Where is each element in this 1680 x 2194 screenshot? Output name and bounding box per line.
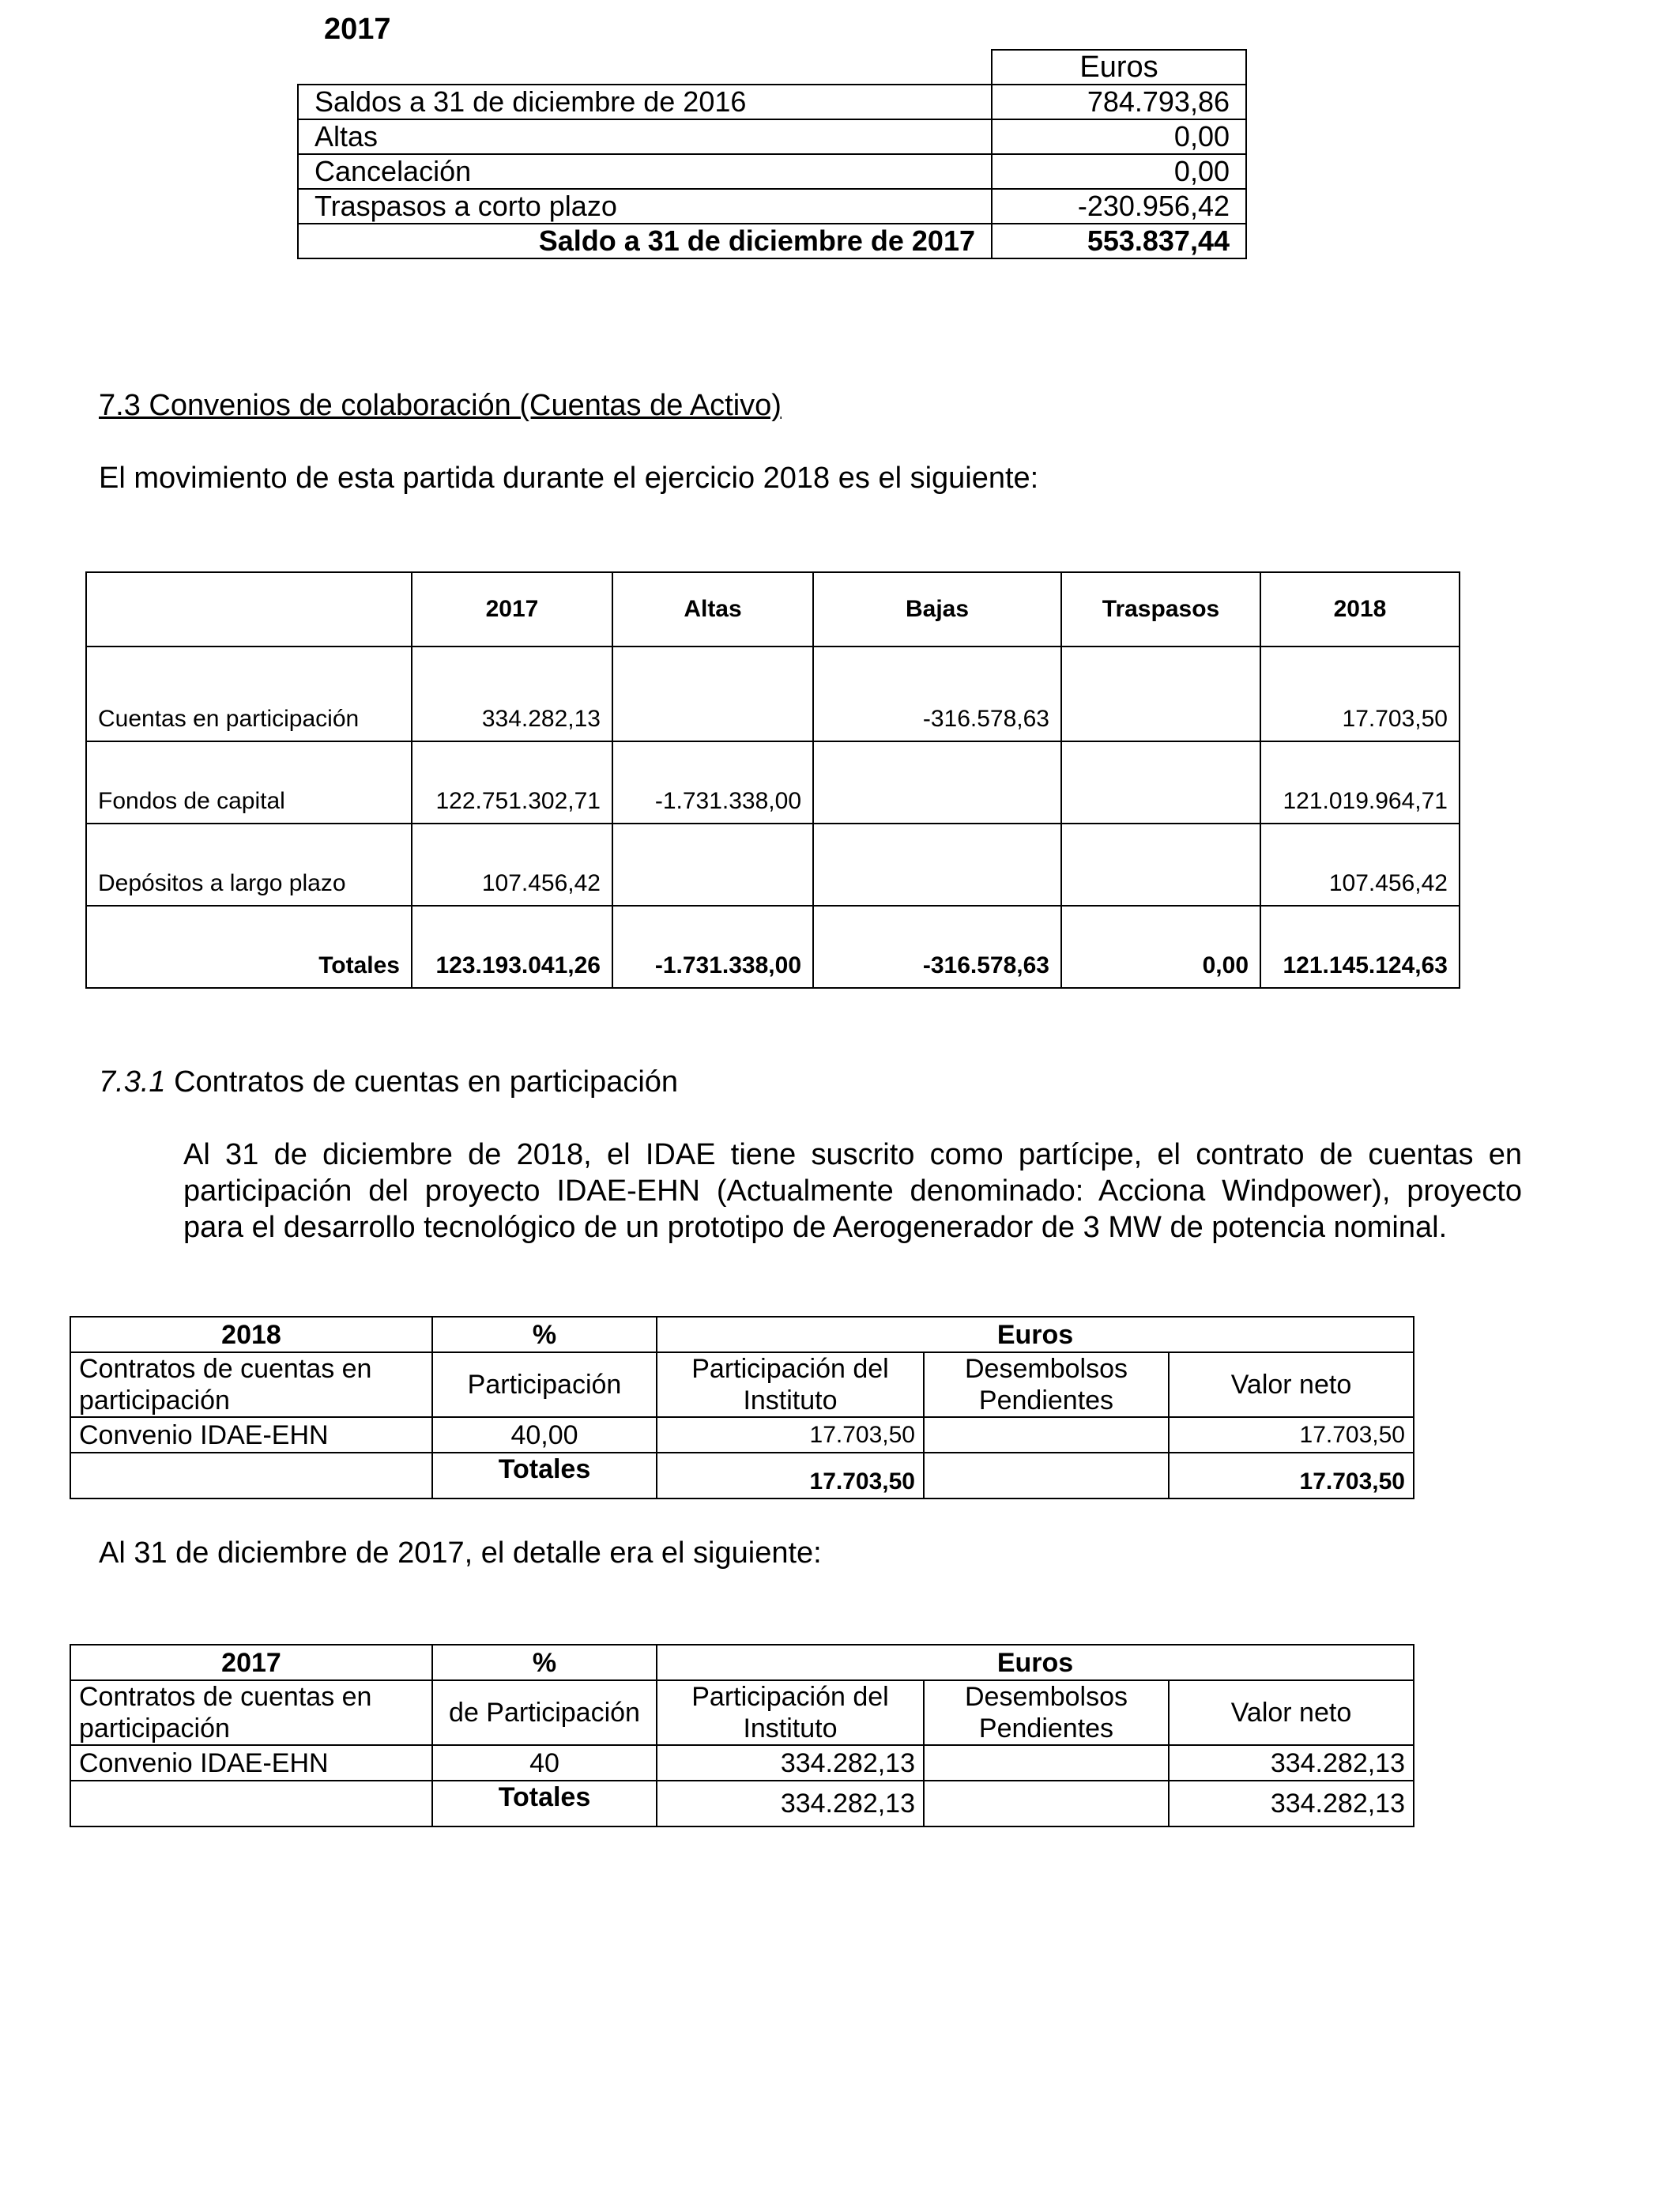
cell	[924, 1453, 1169, 1498]
header-row	[70, 1317, 1414, 1352]
row-label: Depósitos a largo plazo	[86, 824, 412, 906]
row-value: 0,00	[992, 154, 1246, 189]
col-header: Participación del Instituto	[657, 1352, 924, 1417]
header-cell: Traspasos	[1061, 572, 1260, 647]
row-label: Traspasos a corto plazo	[298, 189, 992, 224]
cell: -316.578,63	[813, 647, 1061, 741]
cell: 334.282,13	[1169, 1745, 1414, 1781]
cell: 121.145.124,63	[1260, 906, 1460, 988]
header-cell: Altas	[612, 572, 813, 647]
col-header: Valor neto	[1169, 1352, 1414, 1417]
cell	[1061, 647, 1260, 741]
table-row	[86, 741, 1460, 824]
cell: 123.193.041,26	[412, 906, 612, 988]
col-header: Valor neto	[1169, 1680, 1414, 1745]
section-heading-7-3-1	[99, 1065, 678, 1099]
table-row	[298, 119, 1246, 154]
section-heading-7-3: 7.3 Convenios de colaboración (Cuentas de Activo)	[99, 389, 782, 422]
cell: 107.456,42	[412, 824, 612, 906]
cell: 0,00	[1061, 906, 1260, 988]
balance-table-2017	[297, 49, 1247, 259]
totals-label: Totales	[432, 1781, 657, 1826]
table-row	[86, 824, 1460, 906]
total-label: Saldo a 31 de diciembre de 2017	[298, 224, 992, 258]
cell: -1.731.338,00	[612, 906, 813, 988]
row-label: Cuentas en participación	[86, 647, 412, 741]
euros-header: Euros	[657, 1317, 1414, 1352]
cell: 107.456,42	[1260, 824, 1460, 906]
section-number: 7.3.1	[99, 1065, 166, 1099]
cell: 17.703,50	[1169, 1417, 1414, 1453]
cell: -1.731.338,00	[612, 741, 813, 824]
section-intro: El movimiento de esta partida durante el ejercicio 2018 es el siguiente:	[99, 462, 1039, 495]
table-row	[298, 154, 1246, 189]
total-value: 553.837,44	[992, 224, 1246, 258]
col-header: Participación del Instituto	[657, 1680, 924, 1745]
year-header: 2018	[70, 1317, 432, 1352]
header-row	[70, 1645, 1414, 1680]
cell: 40,00	[432, 1417, 657, 1453]
col-header: Participación	[432, 1352, 657, 1417]
header-cell	[86, 572, 412, 647]
header-cell: 2018	[1260, 572, 1460, 647]
col-header: de Participación	[432, 1680, 657, 1745]
table-row	[70, 1745, 1414, 1781]
row-label: Convenio IDAE-EHN	[70, 1417, 432, 1453]
cell: 121.019.964,71	[1260, 741, 1460, 824]
col-header: Desembolsos Pendientes	[924, 1680, 1169, 1745]
cell: 17.703,50	[1260, 647, 1460, 741]
percent-header: %	[432, 1317, 657, 1352]
totals-label: Totales	[432, 1453, 657, 1498]
row-label: Saldos a 31 de diciembre de 2016	[298, 85, 992, 119]
convenios-movement-table	[85, 571, 1460, 989]
cell	[612, 824, 813, 906]
totals-row	[70, 1781, 1414, 1826]
cell	[813, 741, 1061, 824]
cell	[924, 1781, 1169, 1826]
table-row	[298, 85, 1246, 119]
cell	[924, 1745, 1169, 1781]
col-header: Desembolsos Pendientes	[924, 1352, 1169, 1417]
cell: 17.703,50	[1169, 1453, 1414, 1498]
header-cell: 2017	[412, 572, 612, 647]
totals-row	[70, 1453, 1414, 1498]
subheader-row	[70, 1680, 1414, 1745]
cell: 122.751.302,71	[412, 741, 612, 824]
row-label: Convenio IDAE-EHN	[70, 1745, 432, 1781]
cell: 17.703,50	[657, 1453, 924, 1498]
contracts-table-2018	[70, 1316, 1414, 1499]
year-heading: 2017	[324, 13, 391, 46]
row-value: 784.793,86	[992, 85, 1246, 119]
cell	[924, 1417, 1169, 1453]
contracts-table-2017	[70, 1644, 1414, 1827]
row-value: -230.956,42	[992, 189, 1246, 224]
table-row	[70, 1417, 1414, 1453]
section-title: Contratos de cuentas en participación	[165, 1065, 679, 1099]
cell: 17.703,50	[657, 1417, 924, 1453]
row-label: Cancelación	[298, 154, 992, 189]
cell	[1061, 741, 1260, 824]
totals-label: Totales	[86, 906, 412, 988]
section-paragraph: Al 31 de diciembre de 2018, el IDAE tiene suscrito como partícipe, el contrato de cuentas en participación del proyecto IDAE-EHN (Actualmente denominado: Acciona Windpower), proyecto para el desarrollo tecnológico de un prototipo de Aerogenerador de 3 MW de potencia nominal.	[183, 1138, 1522, 1244]
header-row	[86, 572, 1460, 647]
cell	[813, 824, 1061, 906]
col-header: Contratos de cuentas en participación	[70, 1680, 432, 1745]
cell: 40	[432, 1745, 657, 1781]
subheader-row	[70, 1352, 1414, 1417]
euros-header: Euros	[992, 50, 1246, 85]
row-label: Fondos de capital	[86, 741, 412, 824]
row-label: Altas	[298, 119, 992, 154]
cell: 334.282,13	[412, 647, 612, 741]
header-cell: Bajas	[813, 572, 1061, 647]
year-header: 2017	[70, 1645, 432, 1680]
cell: -316.578,63	[813, 906, 1061, 988]
totals-row	[86, 906, 1460, 988]
total-row	[298, 224, 1246, 258]
header-blank	[298, 50, 992, 85]
detail-2017-intro: Al 31 de diciembre de 2017, el detalle era el siguiente:	[99, 1536, 822, 1570]
row-value: 0,00	[992, 119, 1246, 154]
cell: 334.282,13	[657, 1745, 924, 1781]
cell: 334.282,13	[657, 1781, 924, 1826]
cell	[1061, 824, 1260, 906]
cell	[612, 647, 813, 741]
table-row	[86, 647, 1460, 741]
cell	[70, 1781, 432, 1826]
table-row	[298, 189, 1246, 224]
col-header: Contratos de cuentas en participación	[70, 1352, 432, 1417]
euros-header: Euros	[657, 1645, 1414, 1680]
cell	[70, 1453, 432, 1498]
cell: 334.282,13	[1169, 1781, 1414, 1826]
percent-header: %	[432, 1645, 657, 1680]
